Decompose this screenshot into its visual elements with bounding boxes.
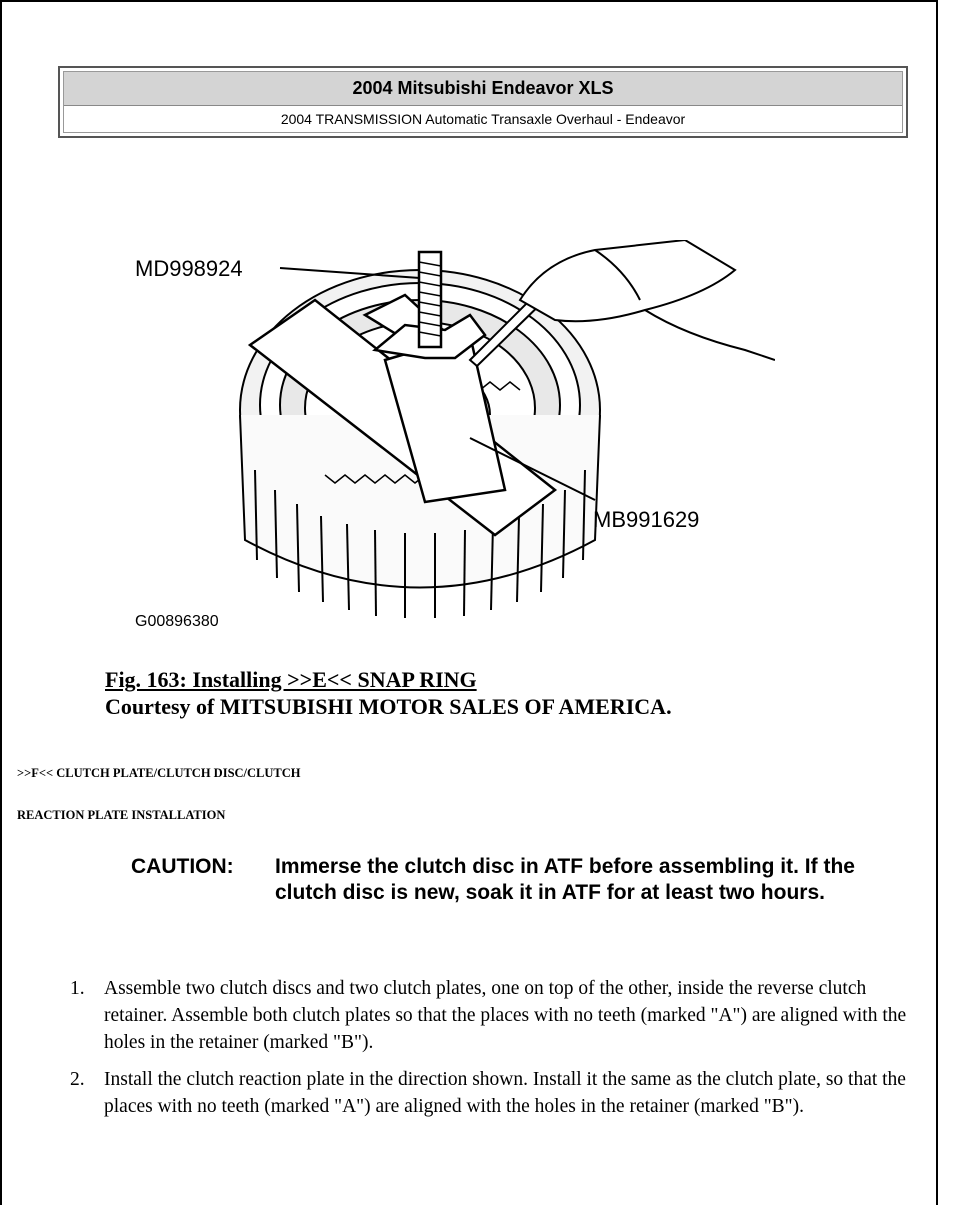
- snap-ring-illustration: [125, 240, 775, 640]
- vehicle-title: 2004 Mitsubishi Endeavor XLS: [64, 72, 902, 106]
- procedure-steps: [70, 975, 930, 1130]
- procedure-step: [70, 1066, 930, 1120]
- figure-credit: Courtesy of MITSUBISHI MOTOR SALES OF AMERICA.: [105, 694, 672, 719]
- section-heading-line1: >>F<< CLUTCH PLATE/CLUTCH DISC/CLUTCH: [17, 766, 301, 780]
- header-inner: [63, 71, 903, 133]
- step-number: 1.: [70, 978, 85, 999]
- caution-text: Immerse the clutch disc in ATF before assembling it. If the clutch disc is new, soak it in ATF for at least two hours.: [275, 855, 855, 904]
- manual-section-title: 2004 TRANSMISSION Automatic Transaxle Overhaul - Endeavor: [280, 111, 686, 127]
- clutch-retainer-drawing: [125, 240, 775, 640]
- figure-title: Fig. 163: Installing >>E<< SNAP RING: [105, 667, 477, 692]
- tool-callout-md998924: MD998924: [135, 256, 243, 281]
- document-header: [58, 66, 908, 138]
- figure-caption: [105, 666, 672, 720]
- caution-note: [131, 854, 911, 906]
- step-text: Assemble two clutch discs and two clutch plates, one on top of the other, inside the reverse clutch retainer. Assemble both clutch plates so that the places with no teeth (marked "A") are aligned with the holes in the retainer (marked "B").: [104, 978, 907, 1053]
- figure-image-code: G00896380: [135, 613, 219, 630]
- step-number: 2.: [70, 1069, 85, 1090]
- section-heading-line2: REACTION PLATE INSTALLATION: [17, 808, 226, 822]
- caution-label: CAUTION:: [131, 855, 234, 878]
- procedure-step: [70, 975, 930, 1056]
- step-text: Install the clutch reaction plate in the direction shown. Install it the same as the clutch plate, so that the places with no teeth (marked "A") are aligned with the holes in the retainer (marked "B").: [104, 1069, 906, 1117]
- tool-callout-mb991629: MB991629: [593, 507, 700, 532]
